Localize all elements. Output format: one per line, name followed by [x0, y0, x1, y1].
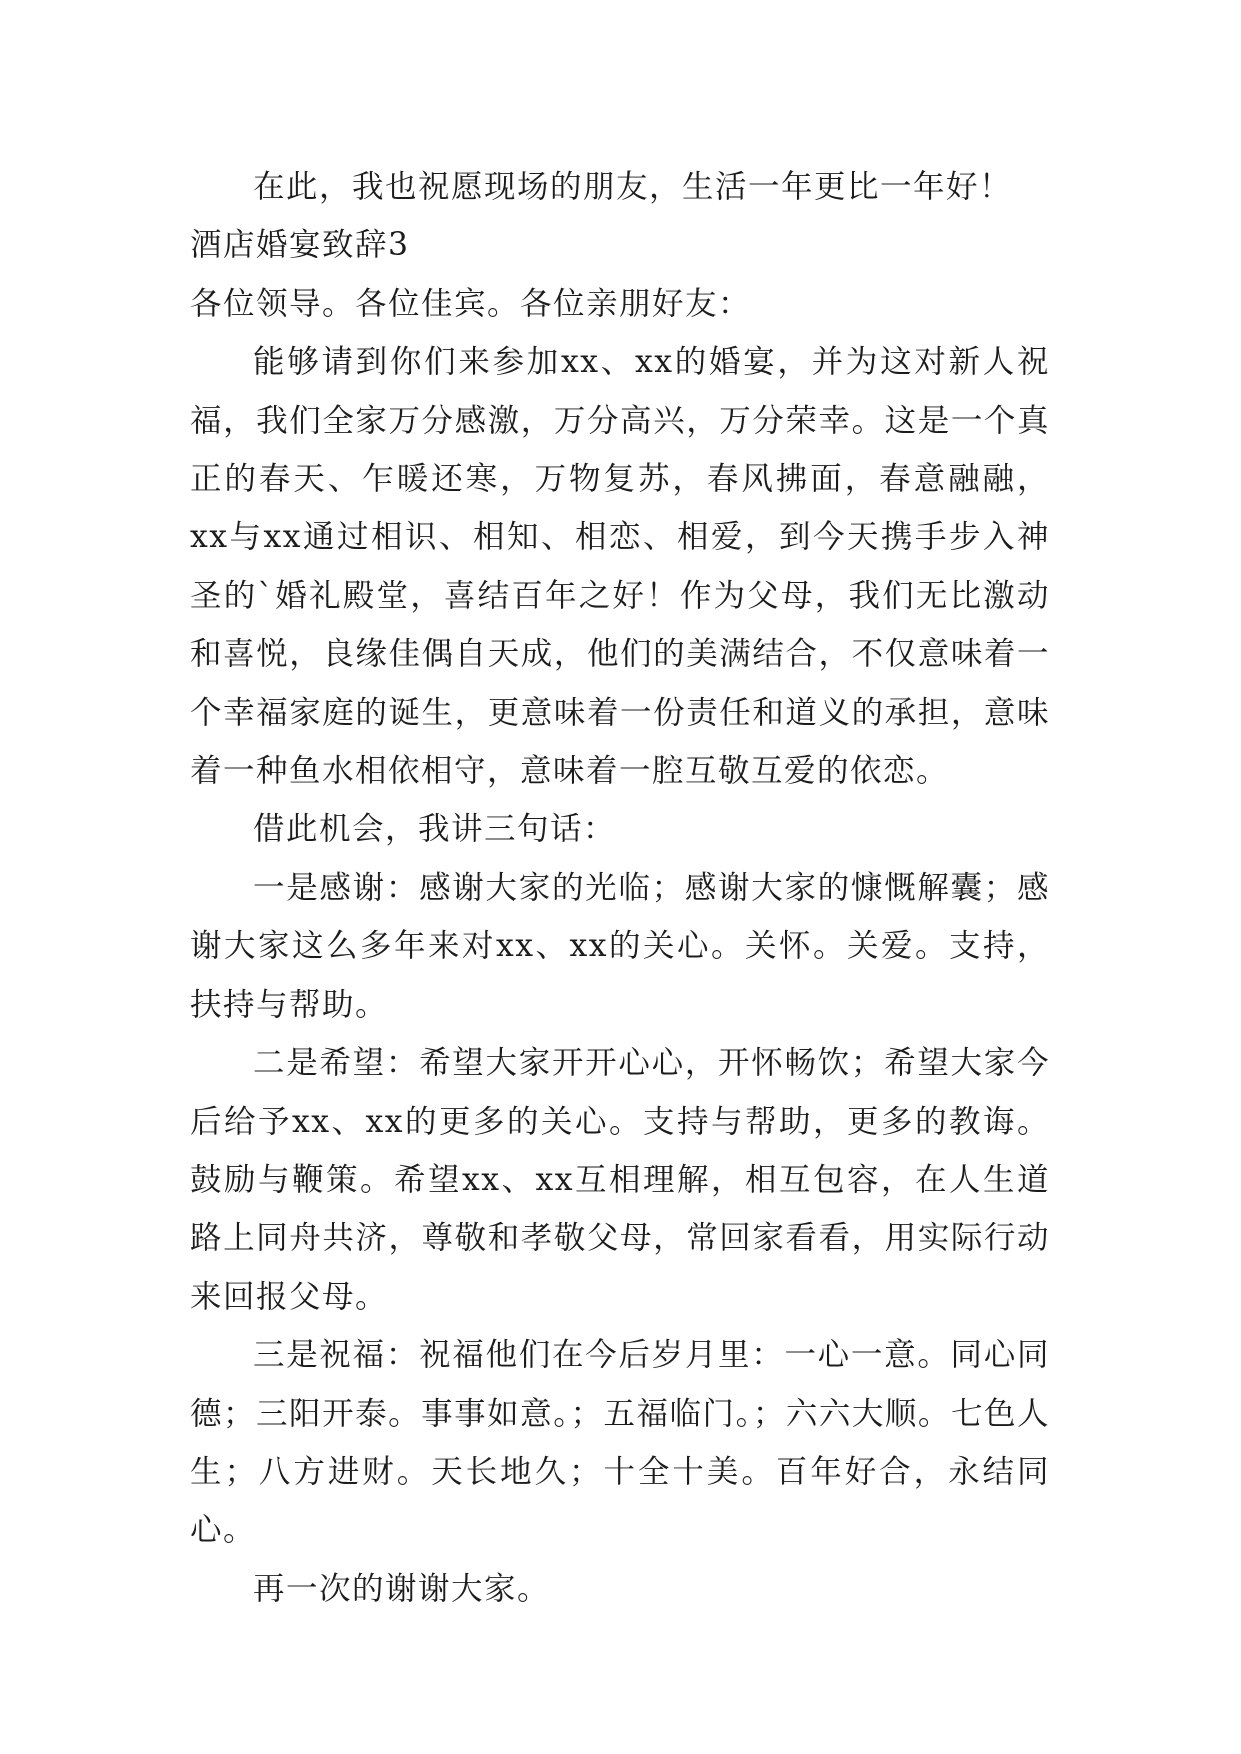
closing-wish-paragraph: 在此，我也祝愿现场的朋友，生活一年更比一年好！ — [253, 169, 1013, 205]
hope-paragraph: 二是希望：希望大家开开心心，开怀畅饮；希望大家今后给予xx、xx的更多的关心。支持与帮助，更多的教诲。鼓励与鞭策。希望xx、xx互相理解，相互包容，在人生道路上同舟共济，尊敬和孝敬父母，常回家看看，用实际行动来回报父母。 — [190, 1045, 1050, 1315]
final-thanks-paragraph: 再一次的谢谢大家。 — [253, 1570, 551, 1607]
blessing-paragraph: 三是祝福：祝福他们在今后岁月里：一心一意。同心同德；三阳开泰。事事如意。；五福临门。；六六大顺。七色人生；八方进财。天长地久；十全十美。百年好合，永结同心。 — [190, 1337, 1050, 1549]
section-title: 酒店婚宴致辞3 — [190, 227, 410, 264]
salutation: 各位领导。各位佳宾。各位亲朋好友： — [190, 285, 752, 322]
document-body — [190, 158, 1050, 1618]
thanks-paragraph: 一是感谢：感谢大家的光临；感谢大家的慷慨解囊；感谢大家这么多年来对xx、xx的关心。关怀。关爱。支持，扶持与帮助。 — [190, 869, 1050, 1023]
opening-paragraph: 能够请到你们来参加xx、xx的婚宴，并为这对新人祝福，我们全家万分感激，万分高兴，万分荣幸。这是一个真正的春天、乍暖还寒，万物复苏，春风拂面，春意融融，xx与xx通过相识、相知、相恋、相爱，到今天携手步入神圣的`婚礼殿堂，喜结百年之好！作为父母，我们无比激动和喜悦，良缘佳偶自天成，他们的美满结合，不仅意味着一个幸福家庭的诞生，更意味着一份责任和道义的承担，意味着一种鱼水相依相守，意味着一腔互敬互爱的依恋。 — [190, 344, 1050, 790]
three-points-intro: 借此机会，我讲三句话： — [253, 811, 617, 848]
